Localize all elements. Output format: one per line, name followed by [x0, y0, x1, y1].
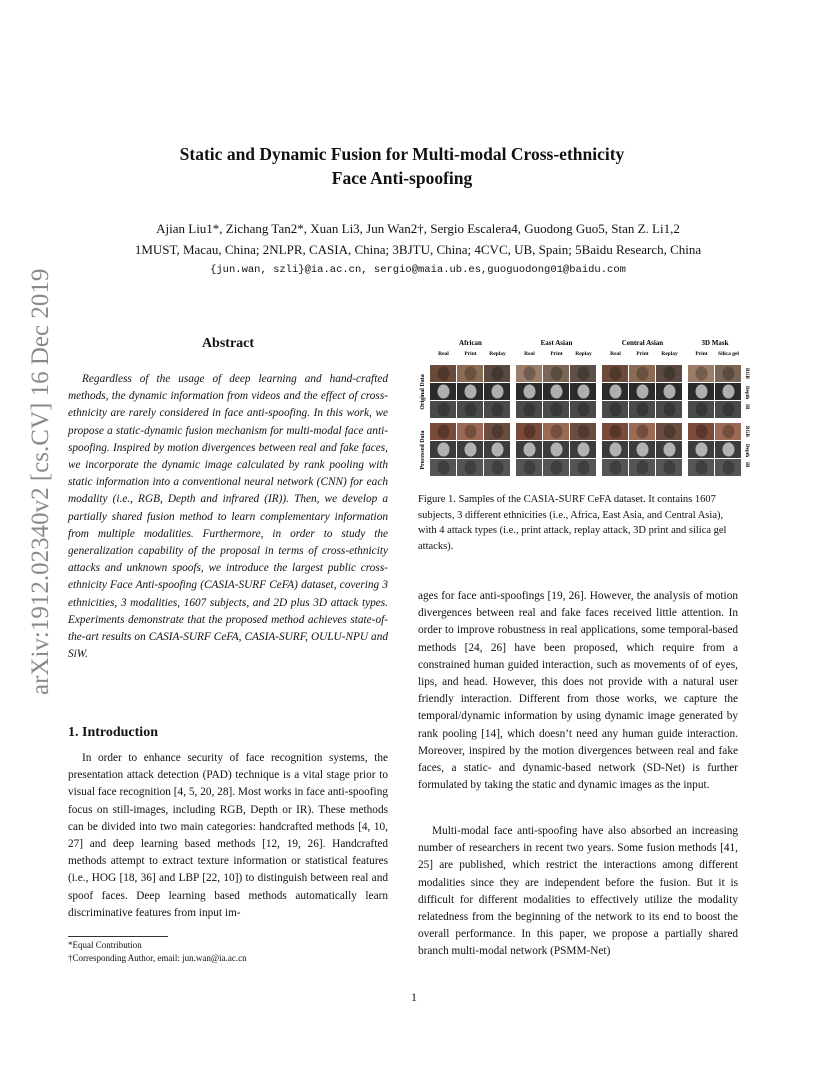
figure-face-shape — [664, 461, 676, 475]
figure-face-shape — [664, 367, 676, 381]
figure-face-shape — [696, 385, 708, 399]
paper-title — [100, 142, 704, 190]
figure-face-shape — [578, 385, 590, 399]
figure-column-label: Replay — [489, 351, 506, 357]
affiliation-list: 1MUST, Macau, China; 2NLPR, CASIA, China; 3BJTU, China; 4CVC, UB, Spain; 5Baidu Research, China — [134, 242, 702, 257]
figure-row-group-label: Original Data — [420, 374, 426, 410]
figure-face-shape — [578, 403, 590, 417]
figure-face-shape — [524, 461, 536, 475]
figure-face-shape — [664, 425, 676, 439]
figure-column-label: Print — [636, 351, 649, 357]
figure-face-shape — [637, 443, 649, 457]
figure-face-shape — [610, 367, 622, 381]
figure-column-label: Real — [610, 351, 621, 357]
figure-modality-label: Depth — [744, 386, 749, 400]
footnote-corresponding-author: †Corresponding Author, email: jun.wan@ia.ac.cn — [68, 953, 247, 963]
figure-column-label: Replay — [661, 351, 678, 357]
figure-face-shape — [438, 443, 450, 457]
figure-face-shape — [723, 367, 735, 381]
page-number: 1 — [411, 990, 417, 1004]
figure-face-shape — [610, 385, 622, 399]
abstract-heading: Abstract — [201, 336, 255, 351]
figure-face-shape — [438, 425, 450, 439]
figure-face-shape — [465, 443, 477, 457]
figure-face-shape — [696, 367, 708, 381]
figure-face-shape — [637, 367, 649, 381]
arxiv-stamp — [8, 268, 60, 705]
figure-face-shape — [524, 443, 536, 457]
figure-face-shape — [551, 385, 563, 399]
footnote-rule — [68, 936, 168, 937]
figure-face-shape — [524, 385, 536, 399]
figure-face-shape — [551, 461, 563, 475]
figure-group-label: Central Asian — [621, 339, 664, 347]
figure-face-shape — [438, 367, 450, 381]
figure-face-shape — [578, 461, 590, 475]
author-block — [60, 218, 776, 281]
figure-modality-label: IR — [744, 404, 749, 410]
figure-face-shape — [524, 367, 536, 381]
figure-face-shape — [723, 425, 735, 439]
figure-1-image-grid — [414, 335, 749, 475]
figure-face-shape — [723, 443, 735, 457]
figure-column-label: Print — [695, 351, 708, 357]
figure-face-shape — [610, 425, 622, 439]
figure-face-shape — [438, 385, 450, 399]
figure-group-label: East Asian — [540, 339, 573, 347]
figure-face-shape — [696, 461, 708, 475]
footnote-equal-contribution: *Equal Contribution — [68, 940, 142, 950]
figure-face-shape — [723, 385, 735, 399]
figure-face-shape — [492, 425, 504, 439]
figure-face-shape — [465, 385, 477, 399]
figure-modality-label: RGB — [744, 368, 749, 379]
figure-face-shape — [637, 461, 649, 475]
figure-face-shape — [465, 367, 477, 381]
figure-face-shape — [551, 367, 563, 381]
figure-face-shape — [637, 385, 649, 399]
figure-1 — [414, 335, 749, 475]
arxiv-stamp-text: arXiv:1912.02340v2 [cs.CV] 16 Dec 2019 — [27, 268, 54, 695]
right-column-paragraph-2: Multi-modal face anti-spoofing have also absorbed an increasing number of researchers in recent two years. Some fusion methods [41, 25] are published, which restrict the interactions among different modalities since they are independent before the fusion. But it is difficult for different modalities to effectively utilize the modality relatedness from the beginning of the network to its end to boost the overall performance. In this paper, we propose a partially shared branch multi-modal network (PSMM-Net) — [418, 825, 738, 958]
figure-modality-label: RGB — [744, 426, 749, 437]
author-list: Ajian Liu1*, Zichang Tan2*, Xuan Li3, Jun Wan2†, Sergio Escalera4, Guodong Guo5, Stan Z. Li1,2 — [156, 221, 680, 236]
figure-face-shape — [438, 403, 450, 417]
footnotes — [68, 939, 398, 965]
figure-face-shape — [492, 367, 504, 381]
email-list: {jun.wan, szli}@ia.ac.cn, sergio@maia.ub.es,guoguodong01@baidu.com — [210, 264, 626, 276]
figure-row-group-label: Processed Data — [420, 430, 426, 470]
right-column-paragraph-1: ages for face anti-spoofings [19, 26]. However, the analysis of motion divergences between real and fake faces received little attention. In order to improve robustness in real applications, some temporal-based methods [24, 26] have been proposed, which require from a constrained human guided interaction, such as movements of of eyes, lips, and head. However, this does not provide with a natural user friendly interaction. Different from those works, we capture the temporal/dynamic information by using dynamic image generated by rank pooling [14], which doesn’t need any human guide interaction. Moreover, inspired by the motion divergences between real and fake faces, a static- and dynamic-based network (SD-Net) is further formulated by taking the static and dynamic images as the input. — [418, 590, 738, 792]
intro-heading: 1. Introduction — [68, 725, 158, 740]
figure-group-label: 3D Mask — [701, 339, 729, 347]
figure-face-shape — [723, 403, 735, 417]
title-line-1: Static and Dynamic Fusion for Multi-modal Cross-ethnicity — [179, 144, 625, 164]
figure-face-shape — [696, 425, 708, 439]
figure-face-shape — [465, 425, 477, 439]
figure-caption: Figure 1. Samples of the CASIA-SURF CeFA dataset. It contains 1607 subjects, 3 different ethnicities (i.e., Africa, East Asia, and Central Asia), with 4 attack types (i.e., print attack, replay attack, 3D print and silica gel attacks). — [418, 494, 727, 552]
abstract-text: Regardless of the usage of deep learning and hand-crafted methods, the dynamic information from videos and the effect of cross-ethnicity are rarely considered in face anti-spoofing. In this work, we propose a static-dynamic fusion mechanism for multi-modal face anti-spoofing. Inspired by motion divergences between real and fake faces, we incorporate the dynamic image calculated by rank pooling with static information into a conventional neural network (CNN) for each modality (i.e., RGB, Depth and infrared (IR)). Then, we develop a partially shared fusion method to learn complementary information from multiple modalities. Furthermore, in order to study the generalization capability of the proposal in terms of cross-ethnicity attacks and unknown spoofs, we introduce the largest public cross-ethnicity Face Anti-spoofing (CASIA-SURF CeFA) dataset, covering 3 ethnicities, 3 modalities, 1607 subjects, and 2D plus 3D attack types. Experiments demonstrate that the proposed method achieves state-of-the-art results on CASIA-SURF CeFA, CASIA-SURF, OULU-NPU and SiW. — [68, 373, 388, 661]
figure-face-shape — [610, 443, 622, 457]
figure-column-label: Real — [438, 351, 449, 357]
title-line-2: Face Anti-spoofing — [331, 168, 473, 188]
figure-face-shape — [696, 443, 708, 457]
figure-face-shape — [492, 403, 504, 417]
figure-face-shape — [551, 403, 563, 417]
figure-face-shape — [664, 385, 676, 399]
figure-column-label: Print — [550, 351, 563, 357]
figure-face-shape — [578, 443, 590, 457]
figure-column-label: Replay — [575, 351, 592, 357]
figure-modality-label: Depth — [744, 444, 749, 458]
figure-face-shape — [492, 461, 504, 475]
figure-face-shape — [637, 425, 649, 439]
figure-face-shape — [438, 461, 450, 475]
figure-face-shape — [465, 461, 477, 475]
figure-face-shape — [551, 425, 563, 439]
figure-group-label: African — [459, 339, 482, 347]
figure-face-shape — [664, 403, 676, 417]
figure-face-shape — [578, 367, 590, 381]
figure-face-shape — [610, 403, 622, 417]
figure-face-shape — [465, 403, 477, 417]
figure-modality-label: IR — [744, 462, 749, 468]
figure-face-shape — [637, 403, 649, 417]
intro-paragraph: In order to enhance security of face recognition systems, the presentation attack detection (PAD) technique is a vital stage prior to visual face recognition [4, 5, 20, 28]. Most works in face anti-spoofing focus on still-images, including RGB, Depth or IR). These methods can be divided into two main categories: handcrafted methods [4, 10, 27] and deep learning based methods [12, 19, 26]. Handcrafted methods attempt to extract texture information or statistical features (i.e., HOG [18, 36] and LBP [22, 10]) to distinguish between real and spoof faces. Deep learning based methods automatically learn discriminative features from input im- — [68, 752, 388, 919]
figure-face-shape — [551, 443, 563, 457]
figure-column-label: Real — [524, 351, 535, 357]
figure-face-shape — [492, 385, 504, 399]
figure-face-shape — [524, 425, 536, 439]
figure-face-shape — [578, 425, 590, 439]
figure-face-shape — [723, 461, 735, 475]
figure-face-shape — [610, 461, 622, 475]
figure-face-shape — [492, 443, 504, 457]
figure-column-label: Silica gel — [718, 351, 739, 357]
figure-column-label: Print — [464, 351, 477, 357]
figure-face-shape — [696, 403, 708, 417]
figure-face-shape — [664, 443, 676, 457]
figure-face-shape — [524, 403, 536, 417]
